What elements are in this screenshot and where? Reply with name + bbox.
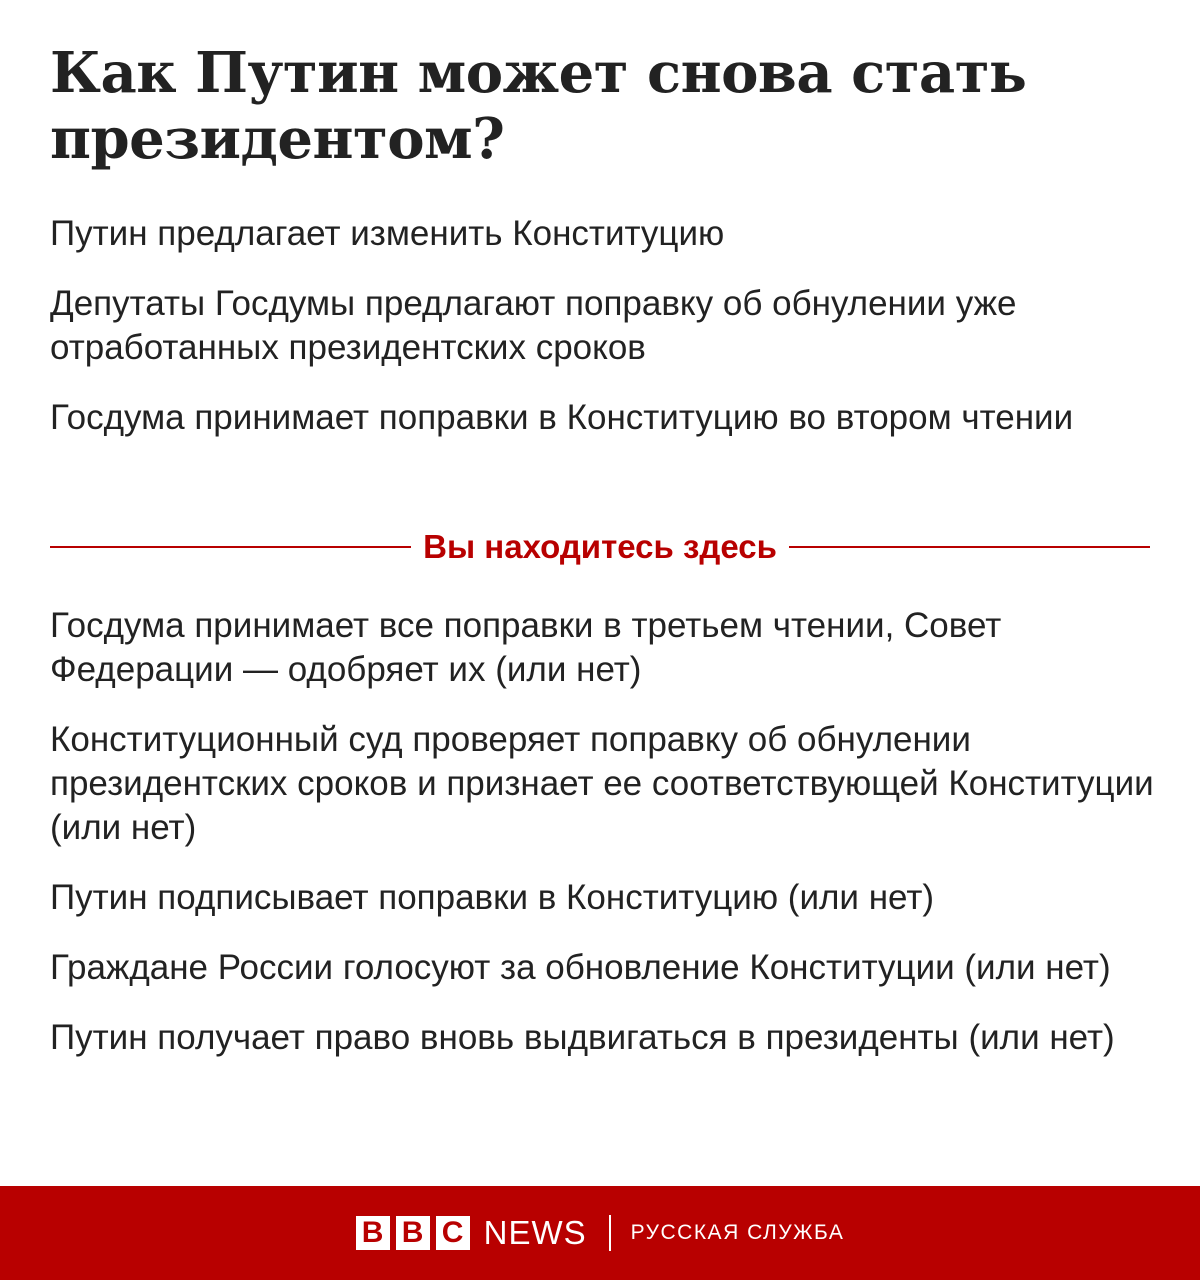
- current-position-marker: [50, 522, 1150, 572]
- page-title: Как Путин может снова стать президентом?: [50, 40, 1027, 172]
- step-item: Госдума принимает все поправки в третьем чтении, Совет Федерации — одобряет их (или нет): [50, 606, 1002, 689]
- bbc-logo-block: C: [436, 1216, 470, 1250]
- step-item: Путин подписывает поправки в Конституцию (или нет): [50, 878, 935, 917]
- footer-bar: [0, 1186, 1200, 1280]
- marker-label: Вы находитесь здесь: [423, 528, 777, 565]
- service-label: РУССКАЯ СЛУЖБА: [630, 1221, 845, 1244]
- steps-before-list: [50, 212, 1160, 466]
- step-item: Граждане России голосуют за обновление Конституции (или нет): [50, 948, 1111, 987]
- news-label: NEWS: [483, 1214, 587, 1251]
- marker-line-right: [789, 546, 1150, 548]
- step-item: Госдума принимает поправки в Конституцию во втором чтении: [50, 398, 1074, 437]
- step-item: Путин получает право вновь выдвигаться в президенты (или нет): [50, 1018, 1115, 1057]
- footer-divider: [609, 1215, 611, 1251]
- bbc-logo-block: B: [356, 1216, 390, 1250]
- marker-line-left: [50, 546, 411, 548]
- bbc-logo-block: B: [396, 1216, 430, 1250]
- step-item: Депутаты Госдумы предлагают поправку об обнулении уже отработанных президентских сроков: [50, 284, 1017, 367]
- bbc-logo: [356, 1216, 470, 1250]
- step-item: Конституционный суд проверяет поправку об обнулении президентских сроков и признает ее соответствующей Конституции (или нет): [50, 720, 1154, 847]
- steps-after-list: [50, 604, 1160, 1086]
- step-item: Путин предлагает изменить Конституцию: [50, 214, 725, 253]
